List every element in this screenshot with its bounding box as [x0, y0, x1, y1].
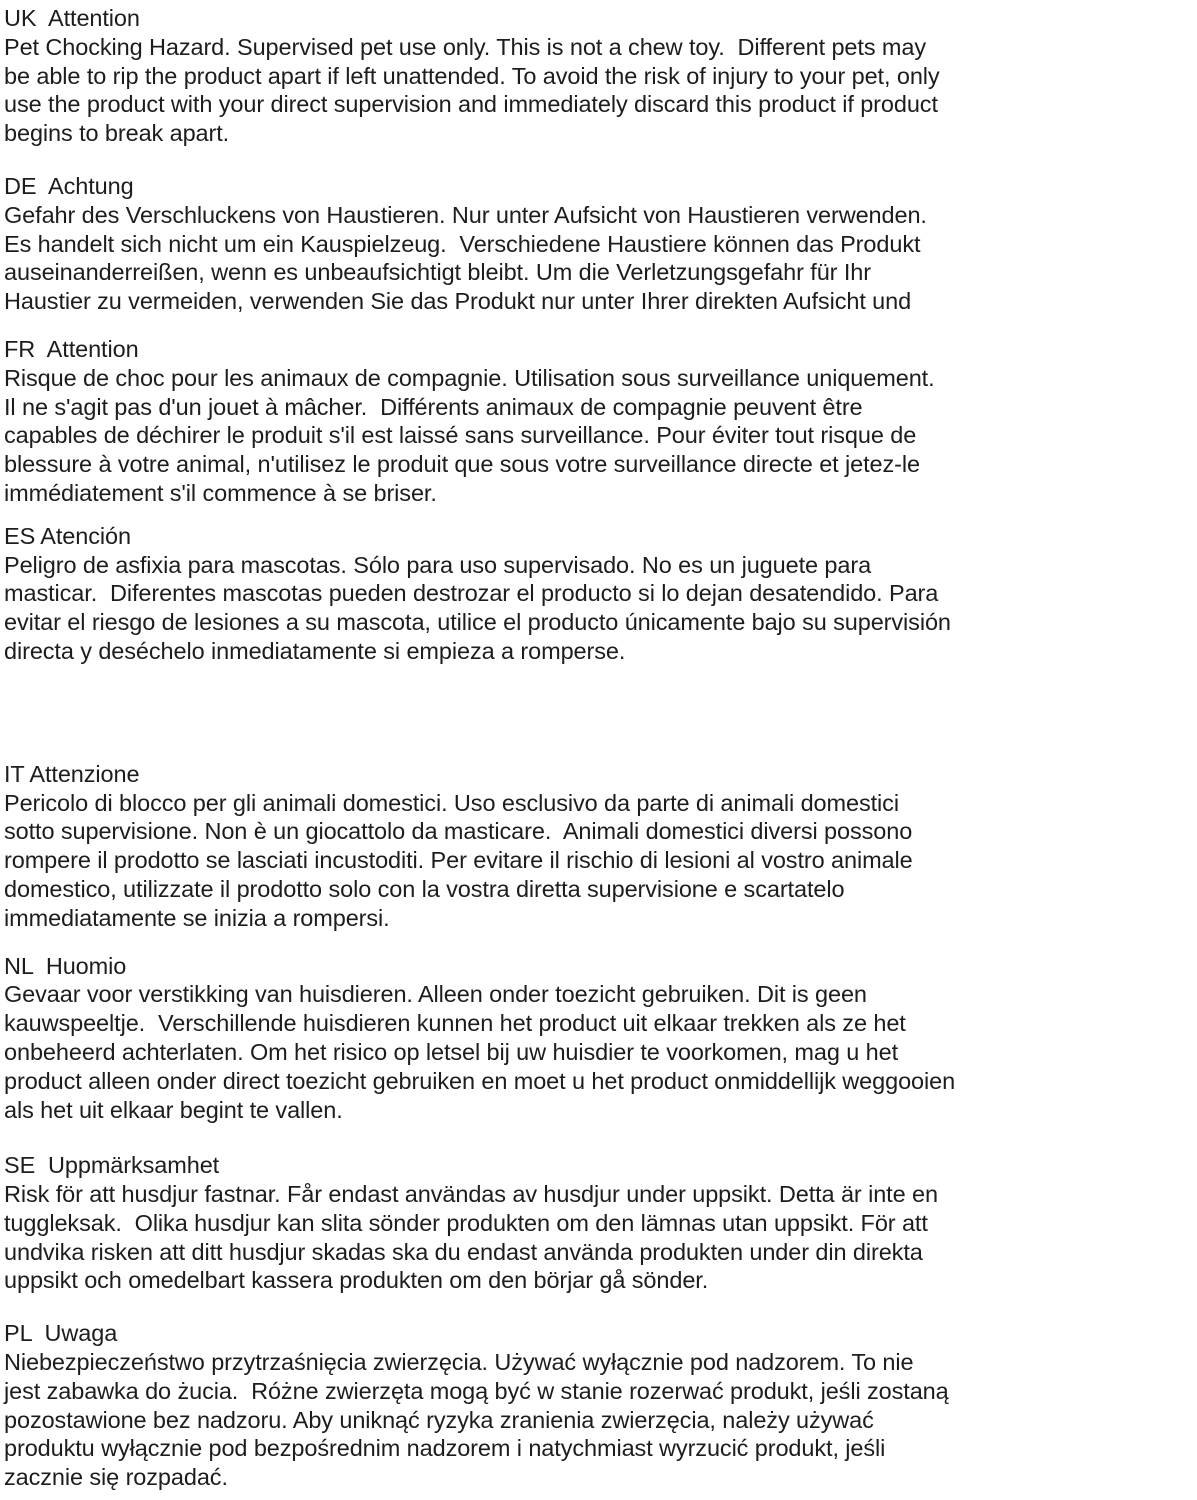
text-line: masticar. Diferentes mascotas pueden destrozar el producto si lo dejan desatendido. Para: [4, 580, 939, 607]
text-line: blessure à votre animal, n'utilisez le produit que sous votre surveillance directe et jetez-le: [4, 451, 920, 478]
warning-section-es: [4, 522, 1197, 666]
warning-section-nl: [4, 952, 1197, 1125]
text-line: kauwspeeltje. Verschillende huisdieren kunnen het product uit elkaar trekken als ze het: [4, 1010, 906, 1037]
text-line: als het uit elkaar begint te vallen.: [4, 1096, 343, 1123]
warning-section-uk: [4, 4, 1197, 148]
text-line: be able to rip the product apart if left unattended. To avoid the risk of injury to your pet, only: [4, 62, 940, 89]
text-line: Haustier zu vermeiden, verwenden Sie das Produkt nur unter Ihrer direkten Aufsicht und: [4, 288, 912, 315]
text-line: immediatamente se inizia a rompersi.: [4, 904, 390, 931]
section-heading-nl: NL Huomio: [4, 952, 127, 979]
section-heading-fr: FR Attention: [4, 335, 139, 362]
text-line: directa y deséchelo inmediatamente si empieza a romperse.: [4, 637, 626, 664]
text-line: Pericolo di blocco per gli animali domestici. Uso esclusivo da parte di animali domestici: [4, 789, 899, 816]
section-heading-de: DE Achtung: [4, 172, 134, 199]
section-heading-se: SE Uppmärksamhet: [4, 1152, 220, 1179]
warning-section-it: [4, 760, 1197, 933]
warning-section-de: [4, 172, 1197, 316]
text-line: domestico, utilizzate il prodotto solo con la vostra diretta supervisione e scartatelo: [4, 875, 845, 902]
text-line: begins to break apart.: [4, 120, 230, 147]
text-line: use the product with your direct supervision and immediately discard this product if product: [4, 91, 938, 118]
text-line: product alleen onder direct toezicht gebruiken en moet u het product onmiddellijk weggooien: [4, 1067, 956, 1094]
text-line: rompere il prodotto se lasciati incustoditi. Per evitare il rischio di lesioni al vostro animale: [4, 847, 913, 874]
text-line: Niebezpieczeństwo przytrzaśnięcia zwierzęcia. Używać wyłącznie pod nadzorem. To nie: [4, 1349, 914, 1376]
text-line: uppsikt och omedelbart kassera produkten om den börjar gå sönder.: [4, 1267, 709, 1294]
text-line: auseinanderreißen, wenn es unbeaufsichtigt bleibt. Um die Verletzungsgefahr für Ihr: [4, 259, 871, 286]
text-line: evitar el riesgo de lesiones a su mascota, utilice el producto únicamente bajo su supervisión: [4, 609, 951, 636]
text-line: undvika risken att ditt husdjur skadas ska du endast använda produkten under din direkta: [4, 1238, 923, 1265]
text-line: immédiatement s'il commence à se briser.: [4, 479, 437, 506]
text-line: Pet Chocking Hazard. Supervised pet use only. This is not a chew toy. Different pets may: [4, 33, 926, 60]
text-line: Il ne s'agit pas d'un jouet à mâcher. Différents animaux de compagnie peuvent être: [4, 393, 863, 420]
text-line: capables de déchirer le produit s'il est laissé sans surveillance. Pour éviter tout risque de: [4, 422, 917, 449]
text-line: zacznie się rozpadać.: [4, 1464, 228, 1491]
text-line: Peligro de asfixia para mascotas. Sólo para uso supervisado. No es un juguete para: [4, 551, 872, 578]
text-line: produktu wyłącznie pod bezpośrednim nadzorem i natychmiast wyrzucić produkt, jeśli: [4, 1435, 886, 1462]
text-line: pozostawione bez nadzoru. Aby uniknąć ryzyka zranienia zwierzęcia, należy używać: [4, 1406, 874, 1433]
section-heading-es: ES Atención: [4, 522, 131, 549]
text-line: Gefahr des Verschluckens von Haustieren. Nur unter Aufsicht von Haustieren verwenden.: [4, 201, 927, 228]
text-line: Risque de choc pour les animaux de compagnie. Utilisation sous surveillance uniquement.: [4, 364, 935, 391]
warning-section-se: [4, 1151, 1197, 1295]
section-heading-uk: UK Attention: [4, 5, 140, 31]
warning-section-pl: [4, 1319, 1197, 1492]
warning-section-fr: [4, 335, 1197, 508]
text-line: onbeheerd achterlaten. Om het risico op letsel bij uw huisdier te voorkomen, mag u het: [4, 1038, 899, 1065]
section-heading-it: IT Attenzione: [4, 760, 140, 787]
text-line: Gevaar voor verstikking van huisdieren. Alleen onder toezicht gebruiken. Dit is geen: [4, 981, 867, 1008]
text-line: Es handelt sich nicht um ein Kauspielzeug. Verschiedene Haustiere können das Produkt: [4, 230, 921, 257]
text-line: tuggleksak. Olika husdjur kan slita sönder produkten om den lämnas utan uppsikt. För att: [4, 1209, 928, 1236]
text-line: Risk för att husdjur fastnar. Får endast användas av husdjur under uppsikt. Detta är inte en: [4, 1181, 938, 1208]
text-line: sotto supervisione. Non è un giocattolo da masticare. Animali domestici diversi possono: [4, 818, 913, 845]
text-line: jest zabawka do żucia. Różne zwierzęta mogą być w stanie rozerwać produkt, jeśli zostaną: [4, 1377, 949, 1404]
section-heading-pl: PL Uwaga: [4, 1320, 118, 1347]
